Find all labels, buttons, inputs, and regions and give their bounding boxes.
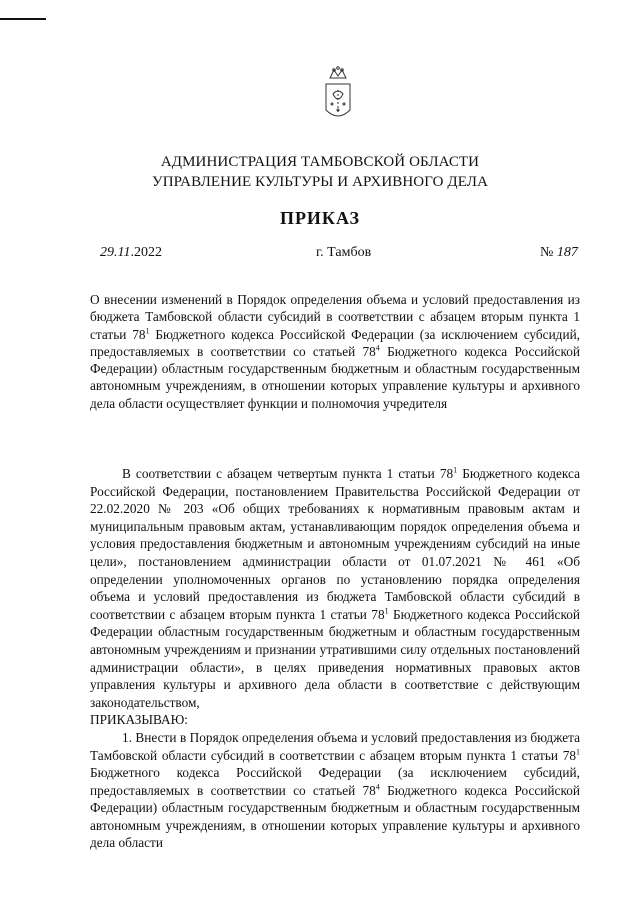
document-subject (90, 291, 580, 412)
number-prefix: № (540, 245, 557, 260)
coat-of-arms-emblem (318, 64, 358, 126)
subject-text: Бюджетного кодекса Российской Федерации) областным государственным бюджетным и областным государственным автономным учреждениям, в отношении которых управление культуры и архивного дела области осуществляет функции и полномочия учредителя (90, 343, 580, 411)
superscript: 1 (576, 747, 580, 757)
body-text: Бюджетного кодекса Российской Федерации) областным государственным бюджетным и областным государственным автономным учреждениям, в отношении которых управление культуры и архивного дела области (90, 782, 580, 851)
body-text: 1. Внести в Порядок определения объема и условий предоставления из бюджета Тамбовской области субсидий в соответствии с абзацем вторым пункта 1 статьи 78 (90, 729, 580, 763)
superscript: 4 (375, 782, 380, 792)
superscript: 1 (384, 606, 389, 616)
body-text: В соответствии с абзацем четвертым пункта 1 статьи 78 (122, 466, 454, 481)
document-body (90, 465, 580, 852)
handwritten-number: 187 (556, 245, 578, 260)
organization-name: АДМИНИСТРАЦИЯ ТАМБОВСКОЙ ОБЛАСТИ (160, 154, 480, 170)
department-name: УПРАВЛЕНИЕ КУЛЬТУРЫ И АРХИВНОГО ДЕЛА (151, 174, 489, 190)
preamble-paragraph (90, 465, 580, 711)
subject-text: О внесении изменений в Порядок определения объема и условий предоставления из бюджета Тамбовской области субсидий в соответствии с абзацем вторым пункта 1 статьи 78 (90, 292, 580, 342)
superscript: 4 (375, 343, 380, 353)
document-number (540, 245, 578, 261)
body-text: Бюджетного кодекса Российской Федерации областным государственным бюджетным и областным государственным автономным учреждениям и признании утратившими силу отдельных постановлений администрации области», в целях приведения нормативных правовых актов управления культуры и архивного дела области в соответствие с действующим законодательством, (90, 606, 580, 710)
superscript: 1 (453, 465, 458, 475)
subject-text: Бюджетного кодекса Российской Федерации (за исключением субсидий, предоставляемых в соответствии со статьей 78 (90, 326, 581, 359)
handwritten-date: 29.11 (100, 245, 131, 260)
document-city: г. Тамбов (316, 245, 372, 260)
body-text: Бюджетного кодекса Российской Федерации, постановлением Правительства Российской Федерации от 22.02.2020 № 203 «Об общих требованиях к нормативным правовым актам и муниципальным правовым актам, устанавливающим порядок определения объема и условия предоставления бюджетным и автономным учреждениям субсидий на иные цели», постановлением администрации области от 01.07.2021 № 461 «Об определении уполномоченных органов по установлению порядка определения объема и условий предоставления из бюджета Тамбовской области субсидий в соответствии с абзацем вторым пункта 1 статьи 78 (90, 466, 580, 622)
document-date (100, 245, 162, 261)
date-year: .2022 (130, 245, 162, 260)
document-type-title: ПРИКАЗ (279, 208, 361, 228)
superscript: 1 (145, 326, 150, 336)
clause-paragraph (90, 729, 580, 852)
order-word: ПРИКАЗЫВАЮ: (90, 712, 188, 728)
scan-edge-mark (0, 18, 46, 20)
body-text: Бюджетного кодекса Российской Федерации (за исключением субсидий, предоставляемых в соответствии со статьей 78 (90, 765, 580, 798)
